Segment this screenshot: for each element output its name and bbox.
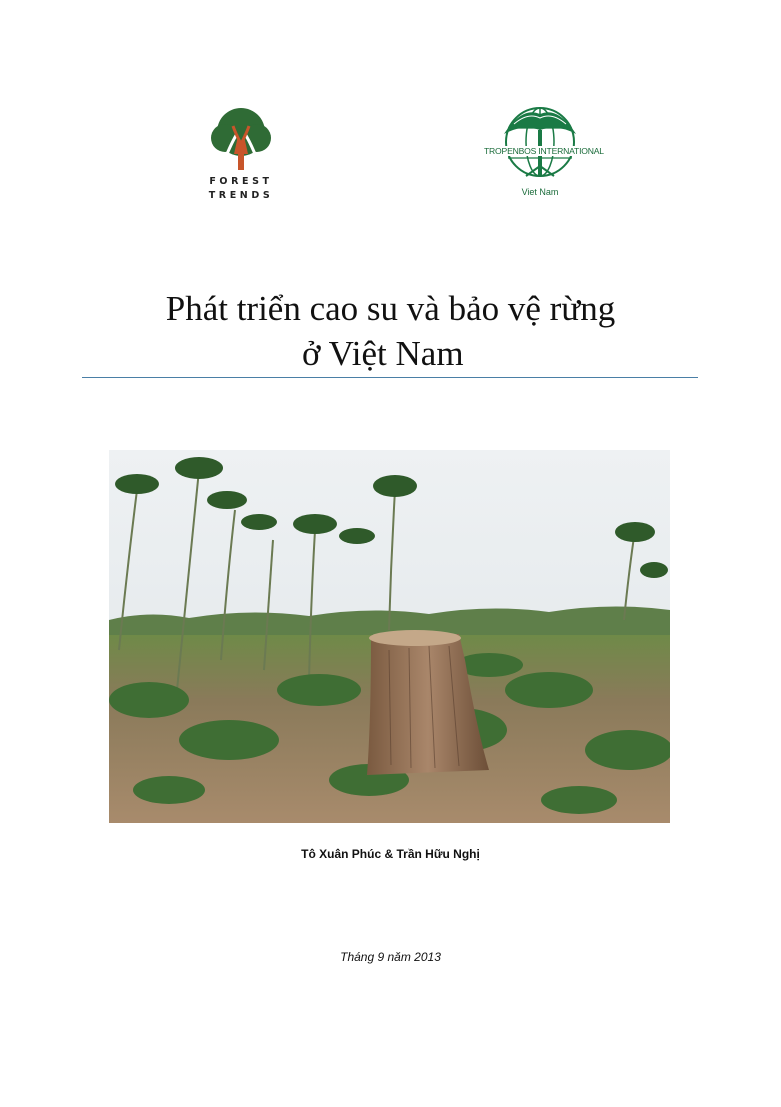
title-line-1: Phát triển cao su và bảo vệ rừng <box>165 289 616 328</box>
publication-date: Tháng 9 năm 2013 <box>340 950 441 964</box>
title-divider <box>82 377 698 378</box>
tropenbos-logo <box>484 104 604 200</box>
tropenbos-name: TROPENBOS INTERNATIONAL <box>484 146 604 156</box>
tree-icon <box>203 104 279 176</box>
title-line-2: ở Việt Nam <box>302 334 464 373</box>
forest-trends-logo <box>203 104 279 204</box>
forest-trends-word-2: TRENDS <box>208 190 274 201</box>
forest-trends-word-1: FOREST <box>209 176 273 187</box>
cover-photo <box>109 450 670 823</box>
tropenbos-country: Viet Nam <box>521 187 559 197</box>
authors: Tô Xuân Phúc & Trần Hữu Nghị <box>301 847 480 861</box>
